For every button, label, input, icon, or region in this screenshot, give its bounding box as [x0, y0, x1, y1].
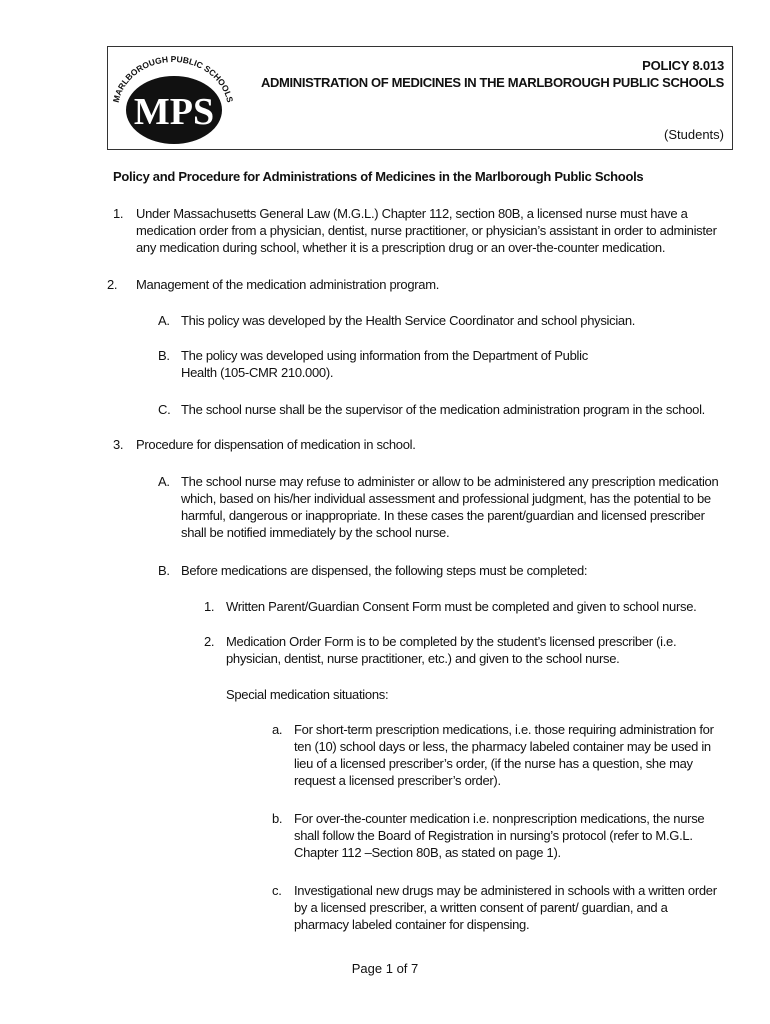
sub-letter: B. — [158, 563, 170, 578]
sub-letter: A. — [158, 313, 170, 328]
step-text: Written Parent/Guardian Consent Form must be completed and given to school nurse. — [226, 599, 697, 614]
special-text: For short-term prescription medications, i.e. those requiring administration for ten (10) school days or less, the pharmacy labeled container may be used in lieu of a licensed prescriber’s order, (if the nurse has a question, she may request a licensed prescriber’s order). — [294, 722, 714, 788]
logo-letters: MPS — [133, 91, 215, 133]
sub-letter: B. — [158, 348, 170, 363]
item-number: 1. — [113, 206, 124, 221]
sub-text: The school nurse shall be the supervisor of the medication administration program in the school. — [181, 402, 705, 417]
sub-text: Before medications are dispensed, the following steps must be completed: — [181, 563, 588, 578]
special-letter: b. — [272, 811, 283, 826]
sub-text: The school nurse may refuse to administer or allow to be administered any prescription medication which, based on his/her individual assessment and professional judgment, has the potential to be harmful, dangerous or inappropriate. In these cases the parent/guardian and licensed prescriber shall be notified immediately by the school nurse. — [181, 474, 719, 540]
item-text: Procedure for dispensation of medication in school. — [136, 437, 416, 452]
special-text: For over-the-counter medication i.e. nonprescription medications, the nurse shall follow the Board of Registration in nursing’s protocol (refer to M.G.L. Chapter 112 –Section 80B, as stated on page 1). — [294, 811, 705, 860]
item-text: Management of the medication administration program. — [136, 277, 440, 292]
step-number: 1. — [204, 599, 215, 614]
special-text: Investigational new drugs may be administered in schools with a written order by a licensed prescriber, a written consent of parent/ guardian, and a pharmacy labeled container for dispensing. — [294, 883, 717, 932]
sub-letter: A. — [158, 474, 170, 489]
logo-arc-text: MARLBOROUGH PUBLIC SCHOOLS — [110, 53, 236, 104]
district-logo — [108, 48, 238, 148]
step-number: 2. — [204, 634, 215, 649]
item-number: 3. — [113, 437, 124, 452]
sub-text: This policy was developed by the Health Service Coordinator and school physician. — [181, 313, 636, 328]
policy-scope: (Students) — [664, 127, 724, 142]
document-title: Policy and Procedure for Administrations of Medicines in the Marlborough Public Schools — [113, 169, 644, 184]
policy-number: POLICY 8.013 — [642, 58, 724, 73]
page-number: Page 1 of 7 — [351, 961, 419, 976]
special-letter: c. — [272, 883, 282, 898]
sub-letter: C. — [158, 402, 171, 417]
item-number: 2. — [107, 277, 118, 292]
policy-title: ADMINISTRATION OF MEDICINES IN THE MARLBOROUGH PUBLIC SCHOOLS — [260, 75, 724, 90]
step-text: Medication Order Form is to be completed by the student’s licensed prescriber (i.e. physician, dentist, nurse practitioner, etc.) and given to the school nurse. — [226, 634, 677, 666]
special-letter: a. — [272, 722, 283, 737]
special-heading: Special medication situations: — [226, 687, 389, 702]
item-text: Under Massachusetts General Law (M.G.L.) Chapter 112, section 80B, a licensed nurse must have a medication order from a physician, dentist, nurse practitioner, or physician’s assistant in order to administer any medication during school, whether it is a prescription drug or an over-the-counter medication. — [136, 206, 717, 255]
sub-text: The policy was developed using information from the Department of Public Health (105-CMR 210.000). — [181, 348, 588, 380]
